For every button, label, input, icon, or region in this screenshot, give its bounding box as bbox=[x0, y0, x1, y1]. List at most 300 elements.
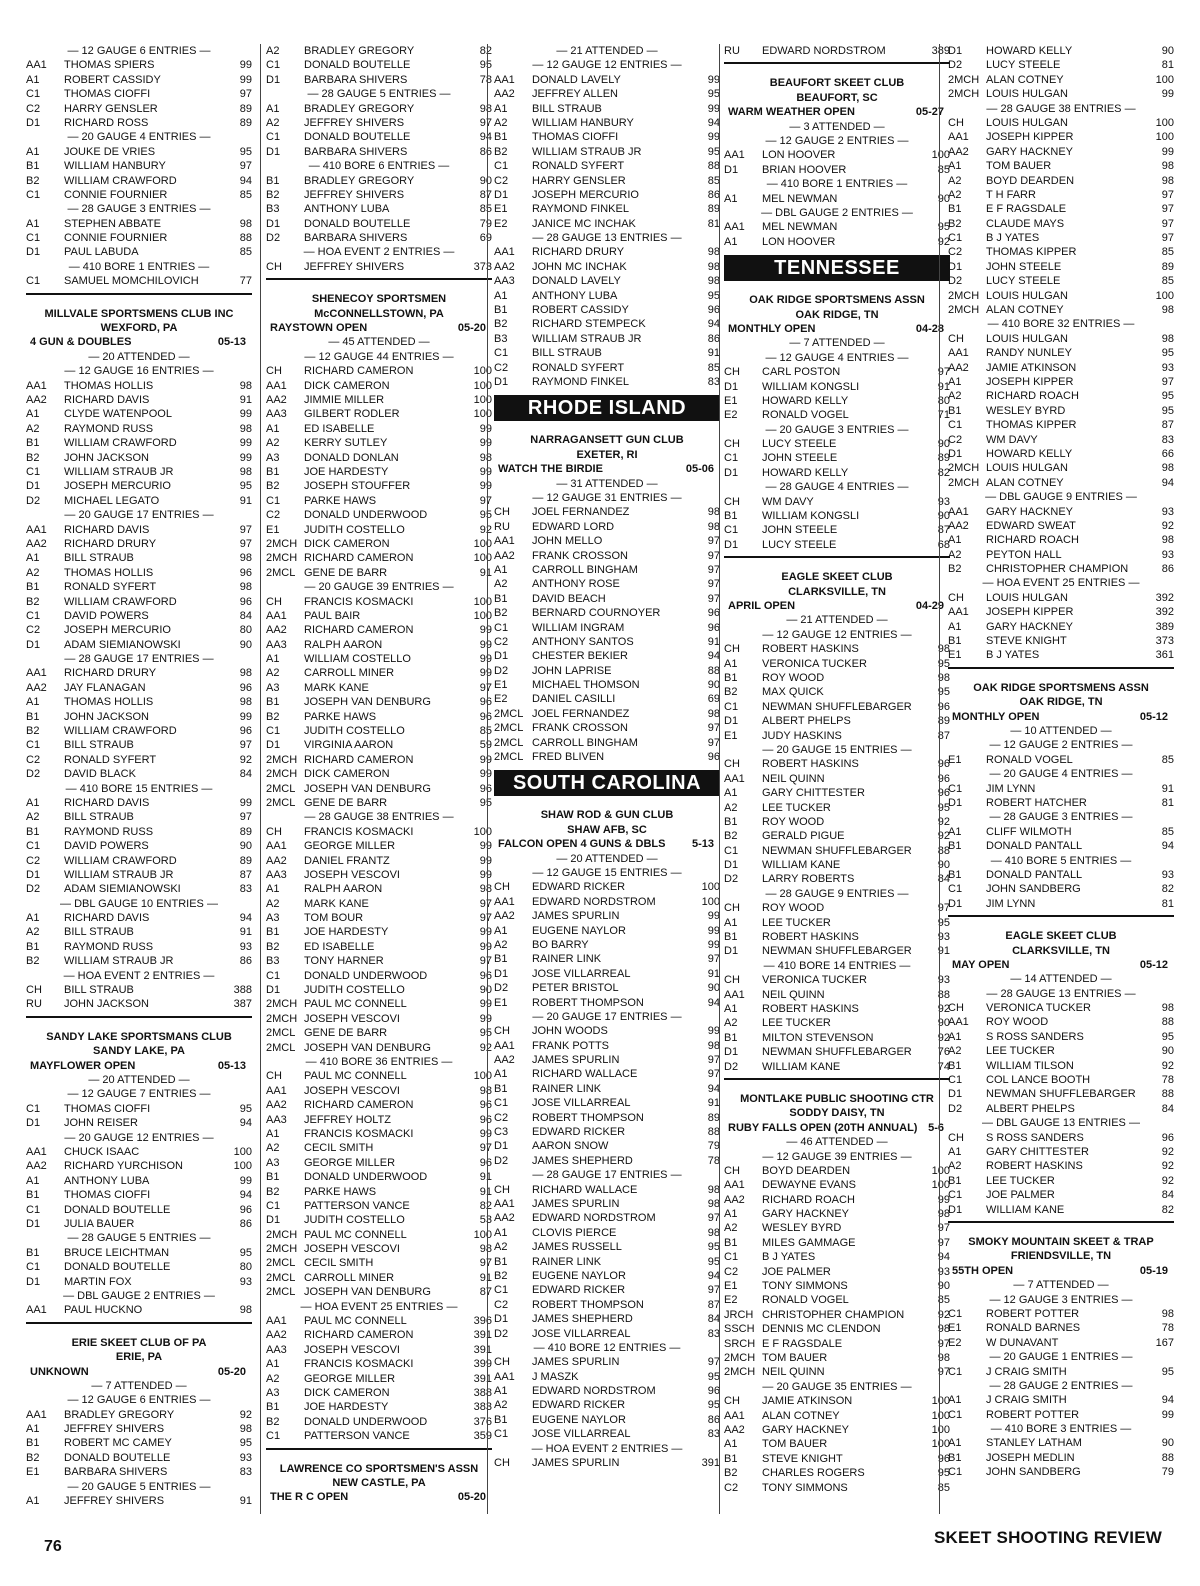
result-row bbox=[948, 174, 1174, 188]
score: 97 bbox=[1161, 203, 1174, 216]
score: 68 bbox=[937, 538, 950, 551]
score: 99 bbox=[1161, 88, 1174, 101]
score: 97 bbox=[937, 366, 950, 379]
event-subheader: — DBL GAUGE 2 ENTRIES — bbox=[63, 1289, 215, 1302]
result-row bbox=[26, 422, 252, 436]
score: 100 bbox=[473, 537, 492, 550]
score: 86 bbox=[239, 1217, 252, 1230]
score: 85 bbox=[937, 1481, 950, 1494]
score: 92 bbox=[239, 753, 252, 766]
shooter-name: ROBERT HASKINS bbox=[762, 758, 859, 771]
result-row bbox=[266, 479, 492, 493]
shooter-name: JEFFREY HOLTZ bbox=[304, 1113, 391, 1126]
score: 94 bbox=[707, 996, 720, 1009]
score: 97 bbox=[239, 160, 252, 173]
class-label: B1 bbox=[724, 1236, 738, 1249]
score: 80 bbox=[937, 394, 950, 407]
event-subheader: — DBL GAUGE 10 ENTRIES — bbox=[60, 897, 218, 910]
result-row bbox=[494, 202, 720, 216]
shooter-name: JOE PALMER bbox=[986, 1189, 1055, 1202]
score: 91 bbox=[239, 494, 252, 507]
shooter-name: DONALD LAVELY bbox=[532, 275, 621, 288]
score: 100 bbox=[473, 1228, 492, 1241]
event-subheader: — 20 GAUGE 1 ENTRIES — bbox=[989, 1351, 1133, 1364]
class-label: A2 bbox=[266, 1142, 280, 1155]
result-row bbox=[724, 437, 950, 451]
score: 94 bbox=[707, 318, 720, 331]
class-label: D2 bbox=[266, 232, 281, 245]
score: 53 bbox=[479, 1214, 492, 1227]
score: 95 bbox=[479, 509, 492, 522]
event-subheader: — 12 GAUGE 6 ENTRIES — bbox=[67, 1394, 211, 1407]
class-label: AA1 bbox=[494, 1370, 515, 1383]
score: 99 bbox=[479, 437, 492, 450]
column-1 bbox=[26, 44, 252, 1508]
score: 98 bbox=[1161, 304, 1174, 317]
section-divider bbox=[724, 556, 950, 558]
score: 79 bbox=[479, 217, 492, 230]
shooter-name: NEWMAN SHUFFLEBARGER bbox=[762, 844, 912, 857]
class-label: B1 bbox=[948, 840, 962, 853]
score: 99 bbox=[239, 1174, 252, 1187]
class-label: AA2 bbox=[494, 910, 515, 923]
event-subheader: — 410 BORE 12 ENTRIES — bbox=[533, 1341, 681, 1354]
event-subheader: — 20 GAUGE 15 ENTRIES — bbox=[762, 743, 912, 756]
score: 59 bbox=[479, 739, 492, 752]
result-row bbox=[266, 174, 492, 188]
shooter-name: EDWARD RICKER bbox=[532, 881, 626, 894]
result-row bbox=[724, 1178, 950, 1192]
result-row bbox=[494, 1355, 720, 1369]
score: 100 bbox=[931, 1179, 950, 1192]
class-label: AA1 bbox=[26, 1408, 47, 1421]
class-label: D1 bbox=[724, 945, 739, 958]
class-label: AA1 bbox=[724, 221, 745, 234]
shooter-name: BRIAN HOOVER bbox=[762, 163, 847, 176]
shooter-name: JEFFREY SHIVERS bbox=[304, 188, 405, 201]
shooter-name: LOUIS HULGAN bbox=[986, 462, 1068, 475]
score: 96 bbox=[937, 787, 950, 800]
score: 91 bbox=[479, 566, 492, 579]
score: 94 bbox=[937, 1251, 950, 1264]
shooter-name: FRANK CROSSON bbox=[532, 549, 628, 562]
result-row bbox=[948, 825, 1174, 839]
club-heading: EXETER, RI bbox=[576, 448, 638, 461]
score: 97 bbox=[239, 811, 252, 824]
class-label: A2 bbox=[26, 926, 40, 939]
result-row bbox=[26, 1246, 252, 1260]
score: 99 bbox=[707, 131, 720, 144]
result-row bbox=[26, 1102, 252, 1116]
result-row bbox=[26, 1436, 252, 1450]
score: 98 bbox=[707, 1226, 720, 1239]
event-title-row bbox=[724, 599, 950, 613]
class-label: B1 bbox=[494, 592, 508, 605]
score: 98 bbox=[239, 217, 252, 230]
shooter-name: PAUL HUCKNO bbox=[64, 1304, 143, 1317]
club-heading: OAK RIDGE, TN bbox=[1019, 696, 1103, 709]
class-label: C1 bbox=[26, 840, 41, 853]
result-row bbox=[948, 1073, 1174, 1087]
event-title-row bbox=[266, 321, 492, 335]
result-row bbox=[494, 1327, 720, 1341]
result-row bbox=[948, 1451, 1174, 1465]
event-subheader: — 28 GAUGE 17 ENTRIES — bbox=[64, 653, 214, 666]
event-subheader: — 7 ATTENDED — bbox=[91, 1379, 187, 1392]
class-label: A1 bbox=[494, 1385, 508, 1398]
shooter-name: TOM BAUER bbox=[762, 1438, 828, 1451]
event-title-row bbox=[948, 958, 1174, 972]
result-row bbox=[266, 231, 492, 245]
result-row bbox=[724, 872, 950, 886]
shooter-name: JOSE VILLARREAL bbox=[532, 1428, 631, 1441]
class-label: B2 bbox=[26, 1451, 40, 1464]
score: 100 bbox=[473, 1070, 492, 1083]
result-row bbox=[266, 782, 492, 796]
result-row bbox=[494, 909, 720, 923]
score: 99 bbox=[239, 59, 252, 72]
club-heading: MILLVALE SPORTSMENS CLUB INC bbox=[44, 307, 234, 320]
shooter-name: DONALD UNDERWOOD bbox=[304, 1171, 428, 1184]
result-row bbox=[724, 815, 950, 829]
shooter-name: AARON SNOW bbox=[532, 1140, 609, 1153]
class-label: C1 bbox=[724, 452, 739, 465]
event-subheader: — 20 GAUGE 39 ENTRIES — bbox=[304, 581, 454, 594]
event-title-row bbox=[724, 105, 950, 119]
class-label: AA1 bbox=[26, 1304, 47, 1317]
shooter-name: JOSEPH VESCOVI bbox=[304, 868, 400, 881]
score: 98 bbox=[1161, 1002, 1174, 1015]
class-label: A2 bbox=[948, 188, 962, 201]
score: 90 bbox=[239, 840, 252, 853]
class-label: B2 bbox=[724, 686, 738, 699]
score: 99 bbox=[239, 451, 252, 464]
score: 95 bbox=[707, 1370, 720, 1383]
score: 77 bbox=[239, 275, 252, 288]
class-label: A1 bbox=[494, 563, 508, 576]
class-label: AA2 bbox=[724, 1423, 745, 1436]
class-label: A2 bbox=[266, 45, 280, 57]
shooter-name: WILLIAM STRAUB JR bbox=[64, 465, 174, 478]
class-label: A1 bbox=[724, 1208, 738, 1221]
shooter-name: HOWARD KELLY bbox=[762, 394, 849, 407]
result-row bbox=[266, 202, 492, 216]
result-row bbox=[266, 1026, 492, 1040]
class-label: A3 bbox=[266, 1386, 280, 1399]
score: 100 bbox=[1155, 289, 1174, 302]
result-row bbox=[266, 595, 492, 609]
shooter-name: RICHARD DRURY bbox=[532, 246, 625, 259]
score: 90 bbox=[937, 1280, 950, 1293]
shooter-name: ROBERT MC CAMEY bbox=[64, 1437, 172, 1450]
score: 81 bbox=[707, 217, 720, 230]
shooter-name: ANTHONY LUBA bbox=[532, 289, 618, 302]
class-label: C1 bbox=[26, 465, 41, 478]
result-row bbox=[724, 466, 950, 480]
shooter-name: JOHN MELLO bbox=[532, 535, 603, 548]
class-label: E2 bbox=[724, 409, 738, 422]
score: 96 bbox=[937, 700, 950, 713]
class-label: C2 bbox=[26, 753, 41, 766]
class-label: D2 bbox=[948, 275, 963, 288]
score: 99 bbox=[479, 422, 492, 435]
shooter-name: LUCY STEELE bbox=[986, 275, 1061, 288]
class-label: A1 bbox=[494, 1226, 508, 1239]
score: 83 bbox=[707, 1327, 720, 1340]
class-label: A1 bbox=[724, 657, 738, 670]
class-label: AA2 bbox=[494, 1212, 515, 1225]
score: 92 bbox=[239, 1408, 252, 1421]
result-row bbox=[724, 1060, 950, 1074]
score: 88 bbox=[1161, 1088, 1174, 1101]
event-subheader: — 20 GAUGE 17 ENTRIES — bbox=[532, 1010, 682, 1023]
score: 97 bbox=[239, 537, 252, 550]
shooter-name: LOUIS HULGAN bbox=[986, 116, 1068, 129]
section-divider bbox=[26, 293, 252, 295]
score: 94 bbox=[707, 650, 720, 663]
score: 78 bbox=[707, 1154, 720, 1167]
score: 98 bbox=[937, 1323, 950, 1336]
shooter-name: DONALD UNDERWOOD bbox=[304, 509, 428, 522]
shooter-name: CARROLL BINGHAM bbox=[532, 736, 638, 749]
result-row bbox=[494, 895, 720, 909]
result-row bbox=[948, 1188, 1174, 1202]
score: 91 bbox=[239, 926, 252, 939]
score: 95 bbox=[937, 221, 950, 234]
result-row bbox=[266, 1372, 492, 1386]
shooter-name: JOSEPH MEDLIN bbox=[986, 1451, 1075, 1464]
class-label: 2MCH bbox=[948, 289, 980, 302]
class-label: D1 bbox=[26, 480, 41, 493]
shooter-name: MARK KANE bbox=[304, 897, 369, 910]
event-title-row bbox=[948, 710, 1174, 724]
shooter-name: WILLIAM HANBURY bbox=[64, 160, 166, 173]
shooter-name: RICHARD DAVIS bbox=[64, 523, 150, 536]
shooter-name: JAMES RUSSELL bbox=[532, 1241, 622, 1254]
score: 100 bbox=[473, 609, 492, 622]
score: 99 bbox=[479, 480, 492, 493]
score: 78 bbox=[1161, 1074, 1174, 1087]
shooter-name: WILLIAM CRAWFORD bbox=[64, 595, 177, 608]
result-row bbox=[948, 1059, 1174, 1073]
shooter-name: RICHARD DRURY bbox=[64, 667, 157, 680]
shooter-name: DONALD DONLAN bbox=[304, 451, 399, 464]
score: 95 bbox=[239, 1246, 252, 1259]
score: 96 bbox=[937, 772, 950, 785]
shooter-name: DENNIS MC CLENDON bbox=[762, 1323, 881, 1336]
score: 97 bbox=[707, 1068, 720, 1081]
shooter-name: BILL STRAUB bbox=[532, 347, 602, 360]
shooter-name: CHRISTOPHER CHAMPION bbox=[762, 1308, 905, 1321]
class-label: CH bbox=[724, 974, 740, 987]
shooter-name: JOSEPH MERCURIO bbox=[64, 624, 171, 637]
score: 90 bbox=[1161, 45, 1174, 57]
shooter-name: NEIL QUINN bbox=[762, 772, 825, 785]
result-row bbox=[266, 1170, 492, 1184]
result-row bbox=[724, 930, 950, 944]
score: 94 bbox=[707, 1269, 720, 1282]
result-row bbox=[266, 451, 492, 465]
class-label: A2 bbox=[266, 897, 280, 910]
result-row bbox=[494, 130, 720, 144]
class-label: D1 bbox=[494, 967, 509, 980]
score: 84 bbox=[239, 609, 252, 622]
class-label: CH bbox=[724, 758, 740, 771]
shooter-name: RICHARD ROACH bbox=[986, 534, 1079, 547]
class-label: D1 bbox=[724, 538, 739, 551]
shooter-name: JEFFREY SHIVERS bbox=[64, 1495, 165, 1508]
shooter-name: EDWARD RICKER bbox=[532, 1126, 626, 1139]
score: 100 bbox=[931, 1438, 950, 1451]
shooter-name: THOMAS CIOFFI bbox=[64, 88, 151, 101]
score: 92 bbox=[937, 815, 950, 828]
result-row bbox=[724, 829, 950, 843]
class-label: B1 bbox=[494, 1082, 508, 1095]
shooter-name: BILL STRAUB bbox=[64, 984, 134, 997]
class-label: CH bbox=[494, 881, 510, 894]
result-row bbox=[724, 901, 950, 915]
result-row bbox=[724, 642, 950, 656]
result-row bbox=[266, 623, 492, 637]
result-row bbox=[494, 317, 720, 331]
event-title-row bbox=[724, 322, 950, 336]
result-row bbox=[494, 721, 720, 735]
shooter-name: JAMES SPURLIN bbox=[532, 1054, 620, 1067]
result-row bbox=[494, 1039, 720, 1053]
shooter-name: WESLEY BYRD bbox=[762, 1222, 842, 1235]
result-row bbox=[26, 882, 252, 896]
score: 93 bbox=[239, 940, 252, 953]
class-label: JRCH bbox=[724, 1308, 754, 1321]
class-label: B1 bbox=[494, 1413, 508, 1426]
class-label: D1 bbox=[724, 466, 739, 479]
event-name: WATCH THE BIRDIE bbox=[498, 463, 603, 476]
result-row bbox=[724, 858, 950, 872]
section-divider bbox=[724, 62, 950, 64]
shooter-name: RANDY NUNLEY bbox=[986, 347, 1072, 360]
score: 98 bbox=[707, 275, 720, 288]
shooter-name: RICHARD DRURY bbox=[64, 537, 157, 550]
class-label: AA1 bbox=[26, 523, 47, 536]
result-row bbox=[948, 1465, 1174, 1479]
result-row bbox=[948, 447, 1174, 461]
score: 99 bbox=[479, 1012, 492, 1025]
shooter-name: B J YATES bbox=[986, 649, 1040, 662]
event-subheader: — 28 GAUGE 3 ENTRIES — bbox=[67, 203, 211, 216]
class-label: 2MCH bbox=[266, 768, 298, 781]
result-row bbox=[724, 1437, 950, 1451]
shooter-name: BARBARA SHIVERS bbox=[304, 145, 408, 158]
score: 100 bbox=[473, 365, 492, 378]
column-2 bbox=[266, 44, 492, 1505]
event-subheader: — HOA EVENT 25 ENTRIES — bbox=[300, 1300, 458, 1313]
shooter-name: NEIL QUINN bbox=[762, 1366, 825, 1379]
result-row bbox=[948, 897, 1174, 911]
class-label: D1 bbox=[724, 715, 739, 728]
shooter-name: JAMIE ATKINSON bbox=[986, 361, 1077, 374]
shooter-name: ED ISABELLE bbox=[304, 422, 375, 435]
result-row bbox=[26, 854, 252, 868]
shooter-name: DONALD PANTALL bbox=[986, 840, 1083, 853]
shooter-name: EDWARD LORD bbox=[532, 520, 615, 533]
result-row bbox=[948, 217, 1174, 231]
result-row bbox=[494, 375, 720, 389]
result-row bbox=[948, 159, 1174, 173]
score: 90 bbox=[937, 859, 950, 872]
class-label: A1 bbox=[26, 73, 40, 86]
result-row bbox=[26, 1303, 252, 1317]
class-label: B2 bbox=[26, 174, 40, 187]
shooter-name: EDWARD NORDSTROM bbox=[532, 895, 656, 908]
class-label: A1 bbox=[724, 192, 738, 205]
result-row bbox=[724, 1423, 950, 1437]
score: 99 bbox=[479, 926, 492, 939]
class-label: A3 bbox=[266, 1156, 280, 1169]
result-row bbox=[494, 880, 720, 894]
score: 97 bbox=[707, 563, 720, 576]
shooter-name: LEE TUCKER bbox=[762, 1017, 831, 1030]
section-divider bbox=[724, 1078, 950, 1080]
result-row bbox=[266, 954, 492, 968]
score: 85 bbox=[707, 361, 720, 374]
score: 85 bbox=[479, 725, 492, 738]
event-subheader: — 12 GAUGE 15 ENTRIES — bbox=[532, 867, 682, 880]
shooter-name: VERONICA TUCKER bbox=[986, 1002, 1091, 1015]
result-row bbox=[494, 116, 720, 130]
class-label: C2 bbox=[26, 102, 41, 115]
score: 95 bbox=[1161, 390, 1174, 403]
score: 97 bbox=[707, 1212, 720, 1225]
score: 92 bbox=[937, 235, 950, 248]
class-label: B2 bbox=[266, 710, 280, 723]
score: 86 bbox=[707, 188, 720, 201]
class-label: D2 bbox=[948, 1102, 963, 1115]
class-label: E1 bbox=[948, 1322, 962, 1335]
result-row bbox=[26, 407, 252, 421]
shooter-name: JUDITH COSTELLO bbox=[304, 1214, 405, 1227]
shooter-name: RONALD BARNES bbox=[986, 1322, 1081, 1335]
shooter-name: JOUKE DE VRIES bbox=[64, 145, 156, 158]
result-row bbox=[724, 538, 950, 552]
result-row bbox=[266, 666, 492, 680]
class-label: C1 bbox=[266, 725, 281, 738]
class-label: E1 bbox=[494, 203, 508, 216]
result-row bbox=[26, 940, 252, 954]
score: 98 bbox=[239, 1423, 252, 1436]
result-row bbox=[26, 1275, 252, 1289]
result-row bbox=[948, 404, 1174, 418]
score: 387 bbox=[233, 998, 252, 1011]
result-row bbox=[494, 678, 720, 692]
shooter-name: WILLIAM CRAWFORD bbox=[64, 854, 177, 867]
result-row bbox=[26, 954, 252, 968]
result-row bbox=[494, 361, 720, 375]
event-name: UNKNOWN bbox=[30, 1365, 89, 1378]
class-label: C2 bbox=[494, 1298, 509, 1311]
class-label: A1 bbox=[26, 1174, 40, 1187]
score: 86 bbox=[707, 1413, 720, 1426]
score: 391 bbox=[701, 1457, 720, 1470]
result-row bbox=[494, 981, 720, 995]
event-subheader: — 12 GAUGE 2 ENTRIES — bbox=[765, 135, 909, 147]
result-row bbox=[724, 1466, 950, 1480]
shooter-name: RICHARD CAMERON bbox=[304, 552, 414, 565]
score: 97 bbox=[937, 1236, 950, 1249]
class-label: C2 bbox=[266, 509, 281, 522]
result-row bbox=[948, 1203, 1174, 1217]
result-row bbox=[266, 1141, 492, 1155]
result-row bbox=[494, 174, 720, 188]
